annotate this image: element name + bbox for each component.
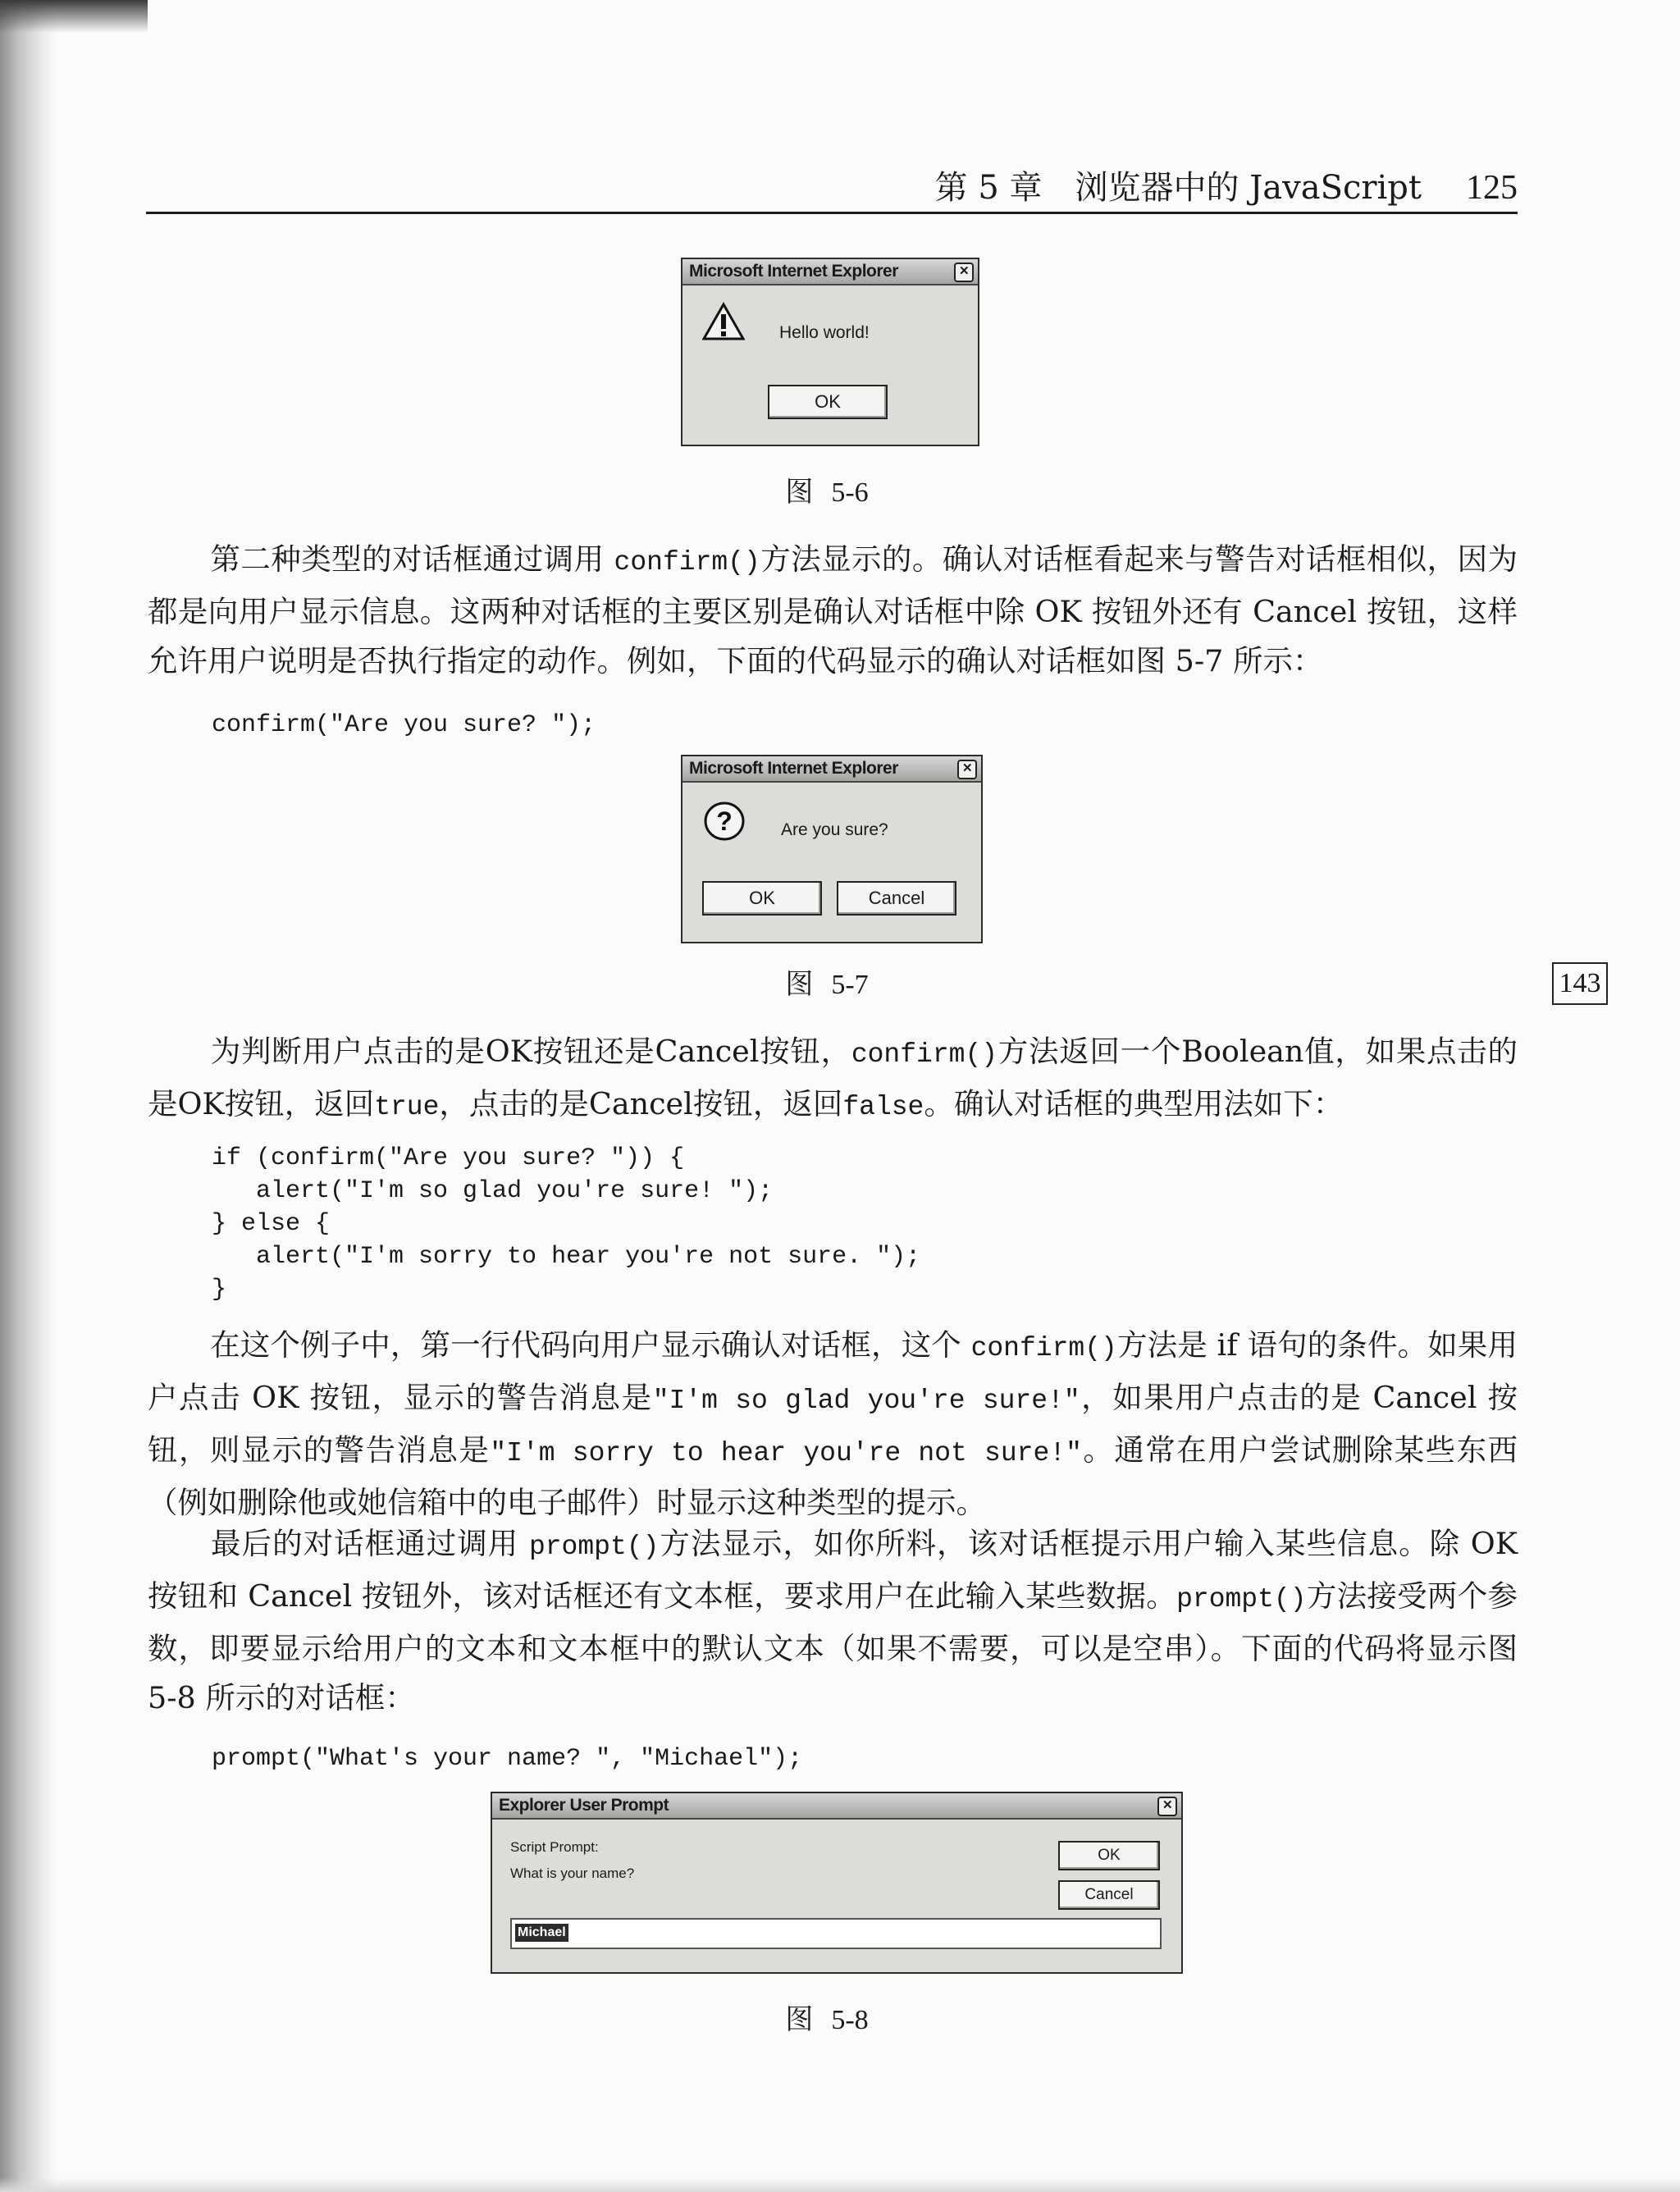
paragraph-confirm-explain xyxy=(148,1321,1518,1528)
prompt-dialog xyxy=(491,1792,1183,1974)
inline-code: false xyxy=(842,1092,924,1122)
text: 方法显示，如你所料，该对话框提示用户输入某些信息。除 OK 按钮和 Cancel 按钮外，该对话框还有文本框，要求用户在此输入某些数据。 xyxy=(148,1526,1518,1614)
dialog-message: Hello world! xyxy=(779,323,870,342)
dialog-message: Are you sure? xyxy=(781,820,888,839)
close-icon[interactable]: ✕ xyxy=(954,263,974,282)
text: ，点击的是Cancel按钮，返回 xyxy=(439,1086,843,1121)
inline-code: "I'm sorry to hear you're not sure!" xyxy=(490,1438,1082,1468)
text: 方法显示的。确认对话框看起来与警告对话框相似，因为都是向用户显示信息。这两种对话框的主要区别是确认对话框中除 OK 按钮外还有 Cancel 按钮，这样允许用户说明是否执行指定的动作。例如，下面的代码显示的确认对话框如图 5-7 所示： xyxy=(148,541,1518,678)
prompt-text-input[interactable] xyxy=(510,1918,1162,1949)
bottom-edge-shade xyxy=(0,2177,1680,2192)
cancel-button[interactable]: Cancel xyxy=(837,881,956,916)
inline-code: confirm() xyxy=(970,1333,1117,1363)
page-number: 125 xyxy=(1466,169,1518,207)
inline-code: confirm() xyxy=(851,1039,998,1070)
figure-caption-5-6 xyxy=(704,474,950,511)
dialog-title-bar xyxy=(682,259,978,285)
warning-icon xyxy=(702,302,745,341)
dialog-title: Microsoft Internet Explorer xyxy=(689,759,898,778)
caption-label: 图 xyxy=(785,476,814,509)
text: 。通常在用户尝试删除某些东西（例如删除他或她信箱中的电子邮件）时显示这种类型的提示。 xyxy=(148,1432,1518,1520)
alert-dialog xyxy=(681,258,979,446)
binding-shadow xyxy=(0,0,57,2192)
margin-page-number: 143 xyxy=(1552,962,1608,1005)
figure-caption-5-7 xyxy=(704,966,950,1003)
code-confirm-usage: if (confirm("Are you sure? ")) { alert("I'm so glad you're sure! "); } else { alert("I'm sorry to hear you're not sure. "); } xyxy=(212,1144,921,1304)
code-prompt: prompt("What's your name? ", "Michael"); xyxy=(212,1745,803,1773)
close-icon[interactable]: ✕ xyxy=(1157,1797,1177,1816)
text: 第二种类型的对话框通过调用 xyxy=(210,541,614,577)
inline-code: prompt() xyxy=(1176,1584,1307,1614)
caption-number: 5-8 xyxy=(831,2005,869,2035)
dialog-title: Microsoft Internet Explorer xyxy=(689,262,898,281)
caption-label: 图 xyxy=(785,968,814,1001)
dialog-title: Explorer User Prompt xyxy=(499,1796,669,1815)
inline-code: "I'm so glad you're sure!" xyxy=(652,1386,1080,1416)
dialog-title-bar xyxy=(492,1793,1181,1820)
text: 为判断用户点击的是OK按钮还是Cancel按钮， xyxy=(210,1034,851,1069)
paragraph-prompt-intro xyxy=(148,1519,1518,1723)
text: 最后的对话框通过调用 xyxy=(210,1526,529,1561)
ok-button[interactable]: OK xyxy=(1058,1841,1160,1870)
running-header xyxy=(870,164,1518,212)
inline-code: true xyxy=(374,1092,440,1122)
paragraph-confirm-return xyxy=(148,1027,1518,1132)
text: 方法是 if 语句的条件。如果用户点击 OK 按钮，显示的警告消息是 xyxy=(148,1327,1518,1415)
caption-number: 5-6 xyxy=(831,477,869,508)
script-prompt-label: Script Prompt: xyxy=(510,1839,599,1855)
svg-text:?: ? xyxy=(716,806,733,836)
prompt-question: What is your name? xyxy=(510,1865,635,1881)
close-icon[interactable]: ✕ xyxy=(957,760,977,779)
binding-corner-shadow xyxy=(0,0,148,33)
text: ，如果用户点击的是 Cancel 按钮，则显示的警告消息是 xyxy=(148,1380,1518,1468)
figure-caption-5-8 xyxy=(704,2002,950,2039)
code-confirm: confirm("Are you sure? "); xyxy=(212,711,596,739)
text: 方法返回一个Boolean值，如果点击的是OK按钮，返回 xyxy=(148,1034,1518,1121)
prompt-input-value: Michael xyxy=(515,1924,568,1942)
confirm-dialog xyxy=(681,755,983,943)
chapter-title: 第 5 章 浏览器中的 JavaScript xyxy=(934,169,1422,207)
text: 方法接受两个参数，即要显示给用户的文本和文本框中的默认文本（如果不需要，可以是空串）。下面的代码将显示图 5-8 所示的对话框： xyxy=(148,1578,1518,1715)
header-rule xyxy=(146,212,1518,214)
text: 。确认对话框的典型用法如下： xyxy=(924,1086,1344,1121)
paragraph-confirm-intro xyxy=(148,535,1518,686)
cancel-button[interactable]: Cancel xyxy=(1058,1880,1160,1910)
caption-number: 5-7 xyxy=(831,970,869,1000)
inline-code: prompt() xyxy=(528,1532,660,1562)
caption-label: 图 xyxy=(785,2003,814,2036)
question-icon xyxy=(702,799,746,843)
ok-button[interactable]: OK xyxy=(768,385,888,419)
text: 在这个例子中，第一行代码向用户显示确认对话框，这个 xyxy=(210,1327,971,1363)
dialog-title-bar xyxy=(682,756,981,783)
ok-button[interactable]: OK xyxy=(702,881,822,916)
inline-code: confirm() xyxy=(614,547,760,578)
